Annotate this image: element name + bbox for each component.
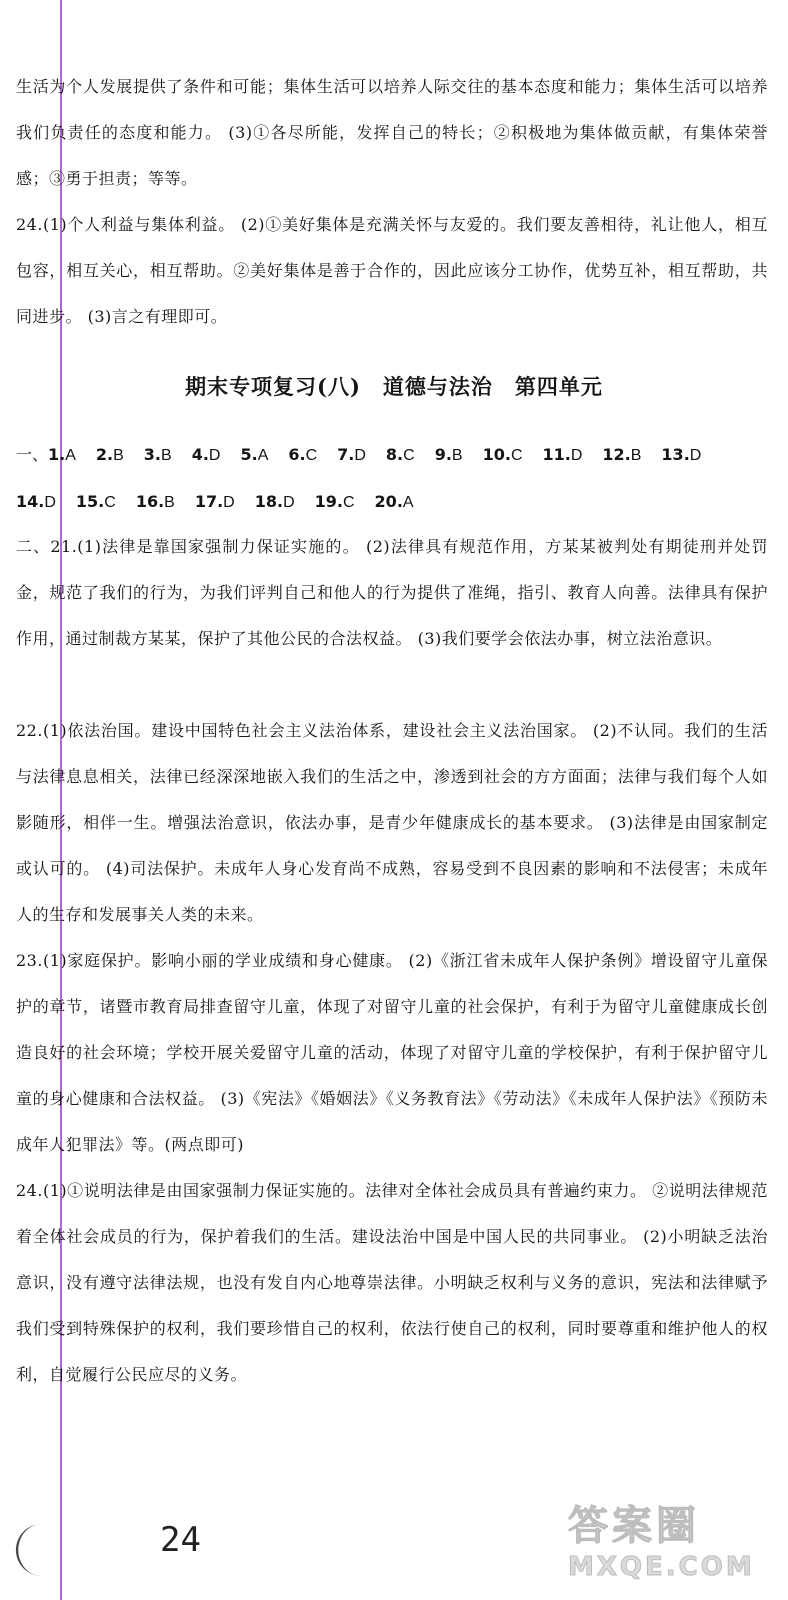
answer-24: 24.(1)①说明法律是由国家强制力保证实施的。法律对全体社会成员具有普遍约束力。 ②说明法律规范着全体社会成员的行为，保护着我们的生活。建设法治中国是中国人民的共同事业。 (2)小明缺乏法治意识，没有遵守法律法规，也没有发自内心地尊崇法律。小明缺乏权利与义务的意识，宪法和法律赋予我们受到特殊保护的权利，我们要珍惜自己的权利，依法行使自己的权利，同时要尊重和维护他人的权利，自觉履行公民应尽的义务。 bbox=[16, 1181, 768, 1384]
mc-answer-letter: C bbox=[104, 494, 116, 511]
mc-answer-item bbox=[136, 479, 175, 526]
mc-question-number: 18. bbox=[254, 492, 284, 511]
mc-answer-letter: D bbox=[283, 494, 295, 511]
mc-answer-item bbox=[240, 432, 268, 479]
mc-answer-letter: C bbox=[510, 447, 523, 464]
mc-question-number: 6. bbox=[288, 445, 306, 464]
mc-answer-letter: C bbox=[305, 447, 318, 464]
mc-answer-item bbox=[76, 479, 116, 526]
mc-question-number: 3. bbox=[143, 445, 162, 464]
mc-answer-item bbox=[48, 432, 76, 479]
mc-answer-letter: A bbox=[402, 494, 414, 511]
mc-question-number: 19. bbox=[314, 492, 343, 511]
mc-answer-letter: D bbox=[44, 494, 56, 511]
watermark-main: 答案圈 bbox=[568, 1503, 700, 1549]
answer-paragraph-23-cont: 生活为个人发展提供了条件和可能；集体生活可以培养人际交往的基本态度和能力；集体生活可以培养我们负责任的态度和能力。 (3)①各尽所能，发挥自己的特长；②积极地为集体做贡献，有集体荣誉感；③勇于担责；等等。 bbox=[16, 77, 768, 188]
mc-answer-item bbox=[375, 479, 414, 526]
multiple-choice-answers bbox=[16, 432, 776, 526]
answer-22: 22.(1)依法治国。建设中国特色社会主义法治体系，建设社会主义法治国家。 (2)不认同。我们的生活与法律息息相关，法律已经深深地嵌入我们的生活之中，渗透到社会的方方面面；法律与我们每个人如影随形，相伴一生。增强法治意识，依法办事，是青少年健康成长的基本要求。 (3)法律是由国家制定或认可的。 (4)司法保护。未成年人身心发育尚不成熟，容易受到不良因素的影响和不法侵害；未成年人的生存和发展事关人类的未来。 bbox=[16, 721, 768, 924]
mc-answer-item bbox=[435, 432, 463, 479]
mc-question-number: 1. bbox=[48, 445, 66, 464]
mc-answer-letter: B bbox=[630, 447, 642, 464]
mc-answer-letter: B bbox=[451, 447, 463, 464]
mc-answer-item bbox=[543, 432, 583, 479]
mc-answer-letter: C bbox=[403, 447, 415, 464]
mc-question-number: 9. bbox=[434, 445, 452, 464]
mc-answer-item bbox=[315, 479, 355, 526]
mc-answer-item bbox=[386, 432, 415, 479]
mc-answer-letter: B bbox=[161, 447, 172, 464]
mc-answer-item bbox=[16, 479, 56, 526]
mc-question-number: 11. bbox=[542, 445, 571, 464]
answer-paragraph-24: 24.(1)个人利益与集体利益。 (2)①美好集体是充满关怀与友爱的。我们要友善相待，礼让他人，相互包容，相互关心，相互帮助。②美好集体是善于合作的，因此应该分工协作，优势互补，相互帮助，共同进步。 (3)言之有理即可。 bbox=[16, 215, 768, 326]
mc-answer-letter: D bbox=[689, 447, 702, 464]
mc-answer-letter: C bbox=[342, 494, 355, 511]
mc-question-number: 7. bbox=[337, 445, 355, 464]
mc-question-number: 14. bbox=[16, 492, 45, 511]
mc-question-number: 2. bbox=[95, 445, 114, 464]
mc-answer-letter: D bbox=[223, 494, 235, 511]
mc-answer-item bbox=[483, 432, 523, 479]
mc-answer-item bbox=[337, 432, 366, 479]
answer-21: 二、21.(1)法律是靠国家强制力保证实施的。 (2)法律具有规范作用，方某某被判处有期徒刑并处罚金，规范了我们的行为，为我们评判自己和他人的行为提供了准绳，指引、教育人向善。法律具有保护作用，通过制裁方某某，保护了其他公民的合法权益。 (3)我们要学会依法办事，树立法治意识。 bbox=[16, 537, 768, 648]
mc-answer-item bbox=[255, 479, 295, 526]
answer-row-2 bbox=[16, 479, 776, 526]
mc-question-number: 13. bbox=[661, 445, 690, 464]
mc-answer-letter: D bbox=[354, 447, 366, 464]
crescent-decoration-icon bbox=[0, 1520, 50, 1580]
mc-section-prefix: 一、 bbox=[16, 445, 49, 464]
page-number: 24 bbox=[160, 1520, 201, 1560]
section-title: 期末专项复习(八) 道德与法治 第四单元 bbox=[185, 374, 603, 399]
mc-question-number: 10. bbox=[482, 445, 511, 464]
mc-answer-letter: B bbox=[113, 447, 124, 464]
mc-question-number: 15. bbox=[75, 492, 105, 511]
mc-question-number: 17. bbox=[194, 492, 224, 511]
mc-answer-item bbox=[661, 432, 701, 479]
mc-question-number: 4. bbox=[191, 445, 209, 464]
mc-question-number: 20. bbox=[374, 492, 403, 511]
mc-question-number: 8. bbox=[385, 445, 404, 464]
mc-answer-item bbox=[96, 432, 124, 479]
watermark-sub: MXQE.COM bbox=[568, 1552, 755, 1582]
mc-question-number: 5. bbox=[240, 445, 258, 464]
mc-answer-letter: A bbox=[257, 447, 269, 464]
answer-23: 23.(1)家庭保护。影响小丽的学业成绩和身心健康。 (2)《浙江省未成年人保护条例》增设留守儿童保护的章节，诸暨市教育局排查留守儿童，体现了对留守儿童的社会保护，有利于为留守儿童健康成长创造良好的社会环境；学校开展关爱留守儿童的活动，体现了对留守儿童的学校保护，有利于保护留守儿童的身心健康和合法权益。 (3)《宪法》《婚姻法》《义务教育法》《劳动法》《未成年人保护法》《预防未成年人犯罪法》等。(两点即可) bbox=[16, 951, 768, 1154]
answer-row-1 bbox=[16, 432, 776, 479]
mc-answer-letter: D bbox=[208, 447, 221, 464]
mc-question-number: 12. bbox=[602, 445, 631, 464]
mc-question-number: 16. bbox=[135, 492, 165, 511]
watermark-logo bbox=[568, 1502, 780, 1594]
mc-answer-letter: D bbox=[570, 447, 583, 464]
mc-answer-item bbox=[192, 432, 221, 479]
mc-answer-letter: B bbox=[164, 494, 175, 511]
mc-answer-item bbox=[195, 479, 235, 526]
mc-answer-letter: A bbox=[65, 447, 76, 464]
mc-answer-item bbox=[288, 432, 317, 479]
mc-answer-item bbox=[144, 432, 172, 479]
mc-answer-item bbox=[602, 432, 641, 479]
